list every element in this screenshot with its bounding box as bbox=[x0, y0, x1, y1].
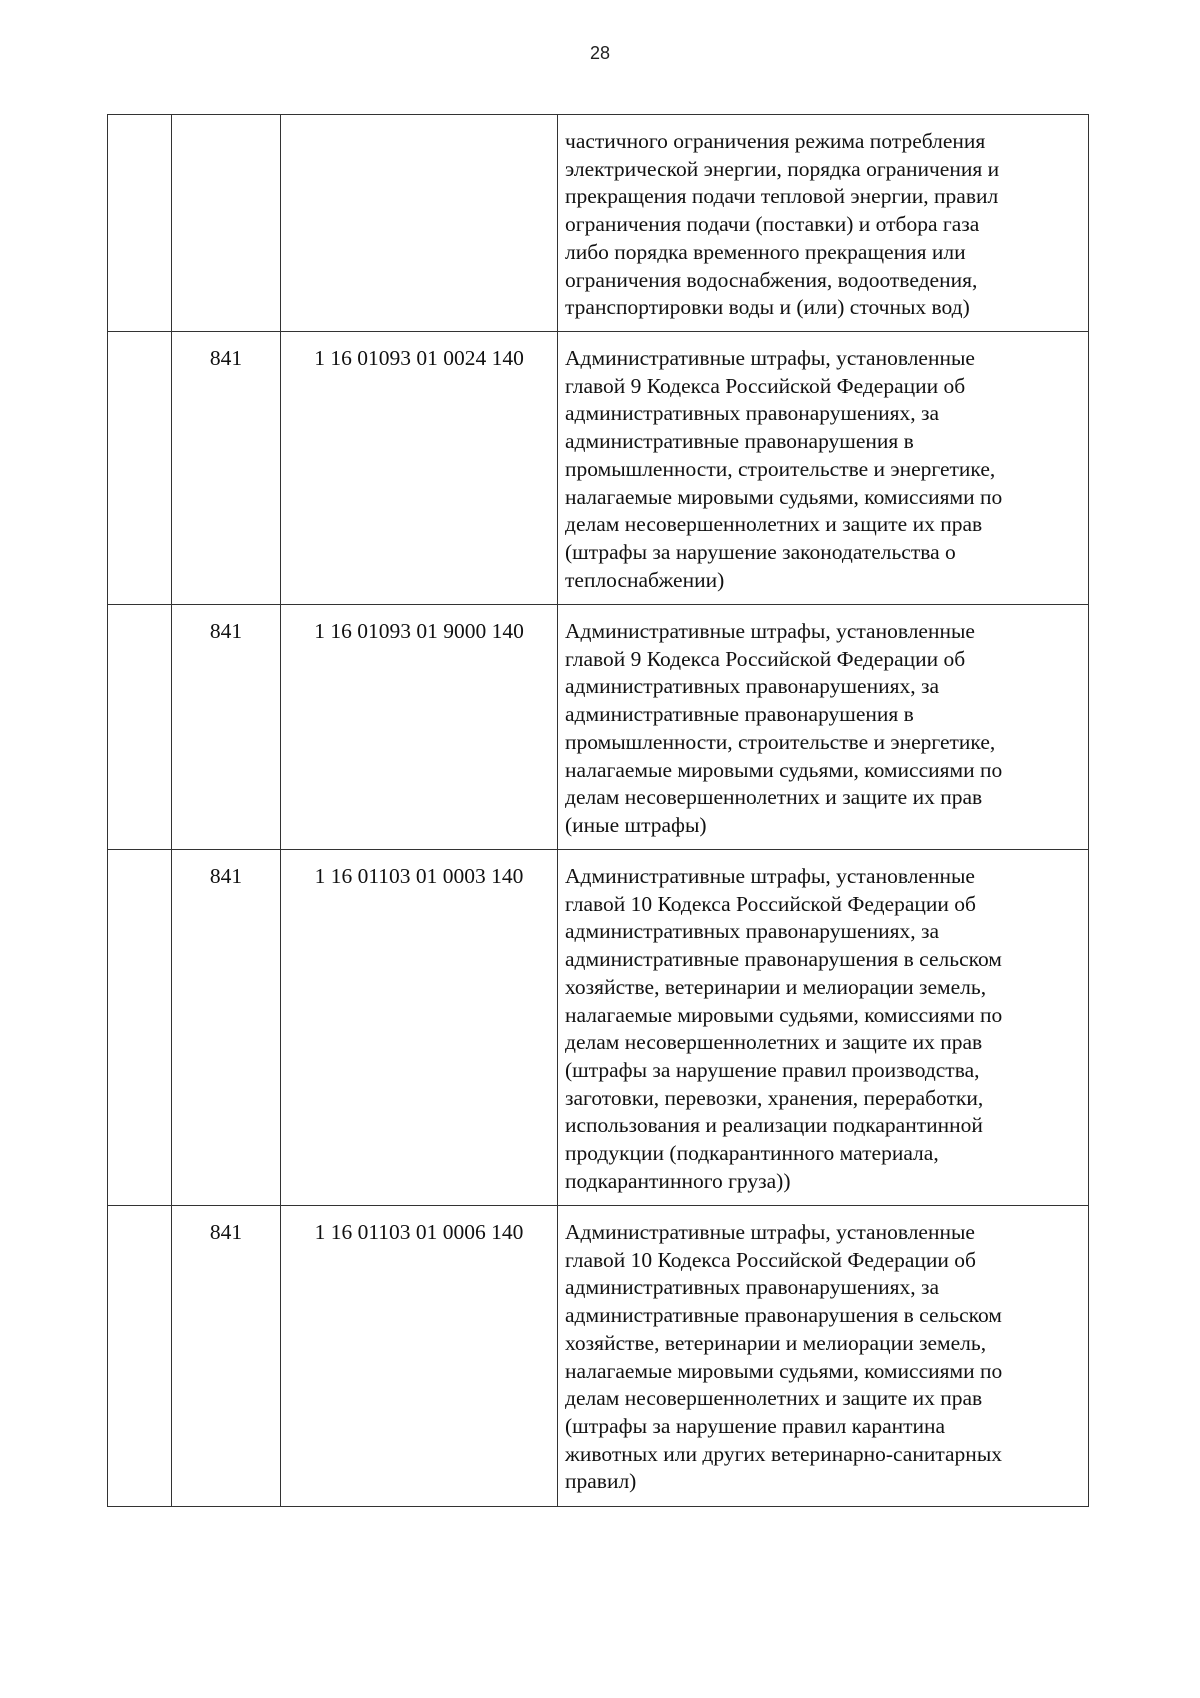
description-line: налагаемые мировыми судьями, комиссиями по bbox=[565, 757, 1003, 782]
index-cell bbox=[108, 605, 172, 850]
kbk-code-cell: 1 16 01103 01 0003 140 bbox=[281, 850, 558, 1206]
description-line: налагаемые мировыми судьями, комиссиями по bbox=[565, 1358, 1003, 1383]
description-line: делам несовершеннолетних и защите их прав bbox=[565, 785, 983, 810]
description-line: Административные штрафы, установленные bbox=[565, 1220, 975, 1244]
description-line: (штрафы за нарушение правил карантина bbox=[565, 1413, 946, 1438]
description-line: Административные штрафы, установленные bbox=[565, 346, 975, 370]
description-line: частичного ограничения режима потребления bbox=[565, 129, 986, 153]
description-line: ограничения подачи (поставки) и отбора газа bbox=[565, 212, 980, 237]
table-row bbox=[108, 605, 1089, 850]
description-line: транспортировки воды и (или) сточных вод) bbox=[565, 295, 970, 320]
page-number: 28 bbox=[589, 43, 611, 63]
description-line: главой 9 Кодекса Российской Федерации об bbox=[565, 646, 966, 671]
description-line: (штрафы за нарушение правил производства, bbox=[565, 1057, 980, 1082]
table-row bbox=[108, 1206, 1089, 1507]
table-row bbox=[108, 115, 1089, 332]
admin-code-cell: 841 bbox=[172, 850, 281, 1206]
description-cell bbox=[558, 605, 1089, 850]
description-cell bbox=[558, 332, 1089, 605]
description-line: использования и реализации подкарантинной bbox=[565, 1113, 983, 1138]
description-line: главой 9 Кодекса Российской Федерации об bbox=[565, 373, 966, 398]
description-line: (штрафы за нарушение законодательства о bbox=[565, 539, 956, 564]
description-cell bbox=[558, 1206, 1089, 1507]
description-line: теплоснабжении) bbox=[565, 567, 725, 592]
description-line: делам несовершеннолетних и защите их прав bbox=[565, 1030, 983, 1055]
description-line: прекращения подачи тепловой энергии, правил bbox=[565, 184, 999, 209]
description-line: административные правонарушения в сельском bbox=[565, 1303, 1002, 1328]
description-line: заготовки, перевозки, хранения, переработки, bbox=[565, 1085, 984, 1110]
admin-code-cell: 841 bbox=[172, 1206, 281, 1507]
description-line: животных или других ветеринарно-санитарных bbox=[565, 1441, 1003, 1466]
admin-code-cell bbox=[172, 115, 281, 332]
description-line: Административные штрафы, установленные bbox=[565, 864, 975, 888]
description-line: (иные штрафы) bbox=[565, 812, 707, 837]
kbk-code-cell: 1 16 01093 01 9000 140 bbox=[281, 605, 558, 850]
admin-code-cell: 841 bbox=[172, 605, 281, 850]
description-line: делам несовершеннолетних и защите их прав bbox=[565, 512, 983, 537]
index-cell bbox=[108, 332, 172, 605]
kbk-code-cell bbox=[281, 115, 558, 332]
index-cell bbox=[108, 850, 172, 1206]
admin-code-cell: 841 bbox=[172, 332, 281, 605]
description-line: электрической энергии, порядка ограничения и bbox=[565, 156, 1000, 181]
table-row bbox=[108, 850, 1089, 1206]
description-line: административные правонарушения в bbox=[565, 702, 914, 727]
description-line: хозяйстве, ветеринарии и мелиорации земель, bbox=[565, 1330, 987, 1355]
description-line: промышленности, строительстве и энергетике, bbox=[565, 729, 996, 754]
budget-classification-table bbox=[107, 114, 1089, 1507]
description-line: продукции (подкарантинного материала, bbox=[565, 1141, 939, 1166]
description-line: либо порядка временного прекращения или bbox=[565, 239, 966, 264]
index-cell bbox=[108, 1206, 172, 1507]
description-line: ограничения водоснабжения, водоотведения, bbox=[565, 267, 978, 292]
description-line: административных правонарушениях, за bbox=[565, 1275, 940, 1300]
table-body bbox=[108, 115, 1089, 1507]
description-line: административные правонарушения в сельском bbox=[565, 947, 1002, 972]
description-cell bbox=[558, 115, 1089, 332]
description-cell bbox=[558, 850, 1089, 1206]
description-line: правил) bbox=[565, 1469, 637, 1494]
description-line: налагаемые мировыми судьями, комиссиями по bbox=[565, 1002, 1003, 1027]
description-line: административных правонарушениях, за bbox=[565, 674, 940, 699]
description-line: главой 10 Кодекса Российской Федерации об bbox=[565, 1247, 976, 1272]
index-cell bbox=[108, 115, 172, 332]
description-line: промышленности, строительстве и энергетике, bbox=[565, 456, 996, 481]
description-line: делам несовершеннолетних и защите их прав bbox=[565, 1386, 983, 1411]
description-line: Административные штрафы, установленные bbox=[565, 619, 975, 643]
description-line: налагаемые мировыми судьями, комиссиями по bbox=[565, 484, 1003, 509]
description-line: главой 10 Кодекса Российской Федерации об bbox=[565, 891, 976, 916]
description-line: административных правонарушениях, за bbox=[565, 919, 940, 944]
description-line: хозяйстве, ветеринарии и мелиорации земель, bbox=[565, 974, 987, 999]
table-row bbox=[108, 332, 1089, 605]
kbk-code-cell: 1 16 01093 01 0024 140 bbox=[281, 332, 558, 605]
description-line: административные правонарушения в bbox=[565, 429, 914, 454]
kbk-code-cell: 1 16 01103 01 0006 140 bbox=[281, 1206, 558, 1507]
description-line: подкарантинного груза)) bbox=[565, 1168, 791, 1193]
description-line: административных правонарушениях, за bbox=[565, 401, 940, 426]
